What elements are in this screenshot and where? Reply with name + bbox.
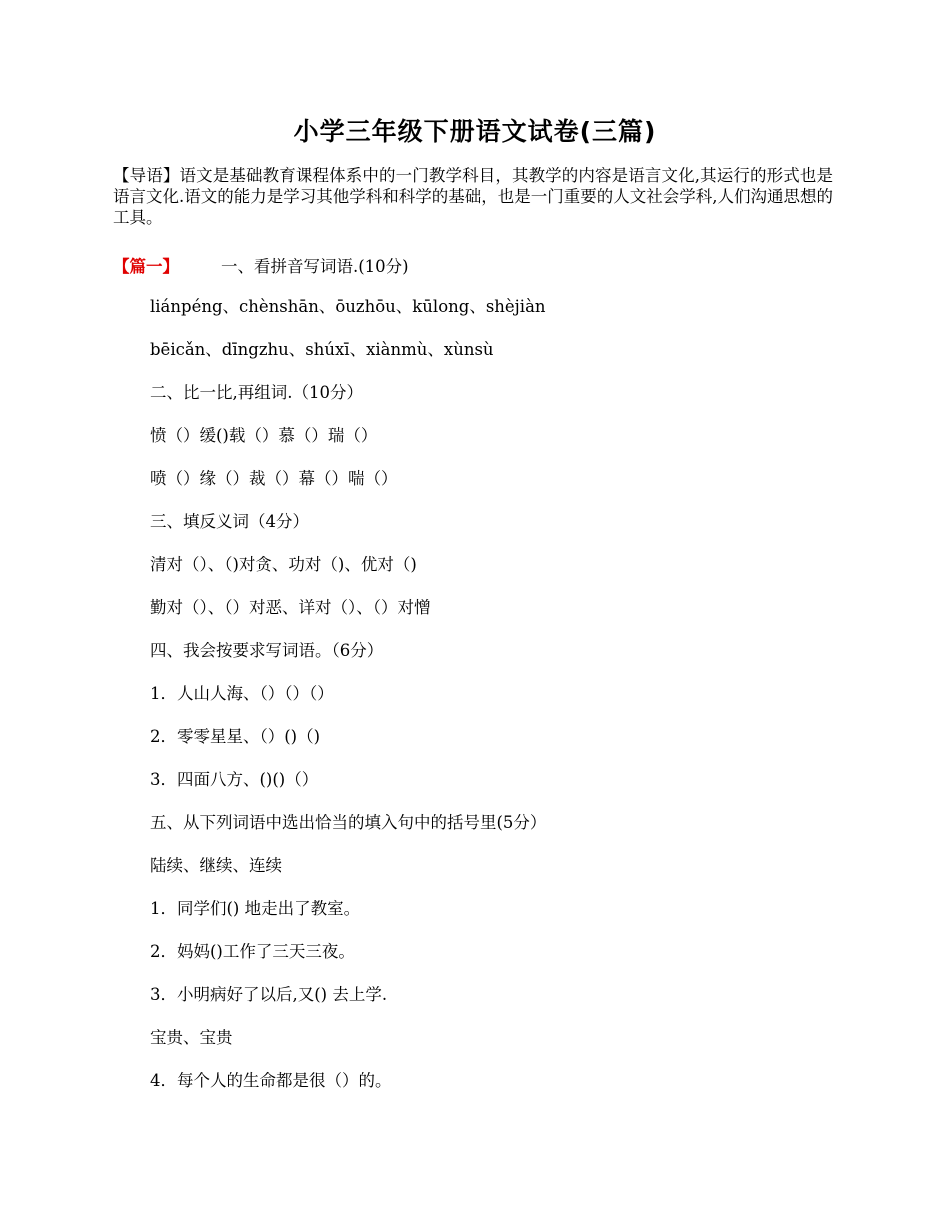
intro-text: 语文是基础教育课程体系中的一门教学科目，其教学的内容是语言文化,其运行的形式也是语言文化.语文的能力是学习其他学科和科学的基础，也是一门重要的人文社会学科,人们沟通思想的工具。 <box>113 166 834 227</box>
question-heading-2: 二、比一比,再组词.（10分） <box>150 383 363 402</box>
section-tag: 【篇一】 <box>113 257 179 276</box>
text-line: liánpéng、chènshān、ōuzhōu、kūlong、shèjiàn <box>150 297 546 316</box>
text-line: 2．零零星星、（）()（) <box>150 727 321 746</box>
section-heading <box>113 253 409 277</box>
text-line: 宝贵、宝贵 <box>150 1028 233 1047</box>
intro-paragraph <box>113 165 833 228</box>
question-heading-1: 一、看拼音写词语.(10分) <box>221 257 409 276</box>
text-line: 1．同学们() 地走出了教室。 <box>150 899 361 918</box>
intro-tag: 【导语】 <box>113 166 180 185</box>
text-line: 3．小明病好了以后,又() 去上学. <box>150 985 388 1004</box>
text-line: 1．人山人海、（）（）（） <box>150 684 334 703</box>
document-title: 小学三年级下册语文试卷(三篇) <box>293 117 657 146</box>
question-heading-3: 三、填反义词（4分） <box>150 512 309 531</box>
text-line: 愤（）缓()载（）慕（）瑞（） <box>150 426 378 445</box>
text-line: 清对（）、（)对贪、功对（)、优对（) <box>150 555 417 574</box>
text-line: 勤对（）、（）对恶、详对（）、（）对憎 <box>150 598 431 617</box>
question-heading-4: 四、我会按要求写词语。（6分） <box>150 641 384 660</box>
text-line: 喷（）缘（）裁（）幕（）喘（） <box>150 469 398 488</box>
text-line: 2．妈妈()工作了三天三夜。 <box>150 942 355 961</box>
text-line: 4．每个人的生命都是很（）的。 <box>150 1071 392 1090</box>
question-heading-5: 五、从下列词语中选出恰当的填入句中的括号里(5分） <box>150 813 547 832</box>
text-line: 陆续、继续、连续 <box>150 856 282 875</box>
text-line: 3．四面八方、()()（） <box>150 770 319 789</box>
question-lines <box>150 296 850 1113</box>
text-line: bēicǎn、dīngzhu、shúxī、xiànmù、xùnsù <box>150 340 494 359</box>
